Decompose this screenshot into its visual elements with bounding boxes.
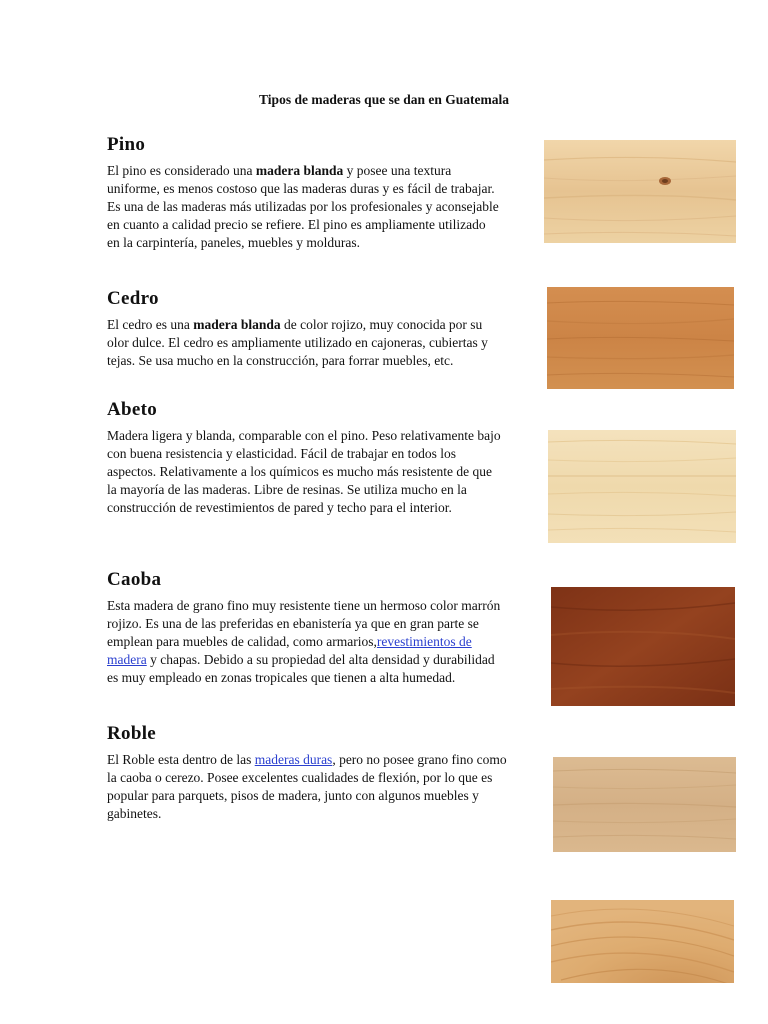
- section-body: [107, 162, 547, 252]
- body-line: en la carpintería, paneles, muebles y molduras.: [107, 235, 361, 250]
- text-run: El Roble esta dentro de las: [107, 752, 255, 767]
- body-line: es muy empleado en zonas tropicales que tienen a alta humedad.: [107, 670, 456, 685]
- body-line: [107, 316, 547, 334]
- text-run: , pero no posee grano fino como: [332, 752, 507, 767]
- body-line: [107, 751, 547, 769]
- body-line: la caoba o cerezo. Posee excelentes cualidades de flexión, por lo que es: [107, 770, 493, 785]
- maderas-duras-link[interactable]: maderas duras: [254, 752, 333, 767]
- body-line: Es una de las maderas más utilizadas por los profesionales y aconsejable: [107, 199, 499, 214]
- section-heading: Caoba: [107, 569, 162, 590]
- body-line: [107, 162, 547, 180]
- section-cedro: [107, 288, 547, 370]
- section-heading: Cedro: [107, 288, 159, 309]
- section-pino: [107, 134, 547, 252]
- body-line: [107, 633, 547, 651]
- text-run: emplean para muebles de calidad, como armarios,: [107, 634, 377, 649]
- body-line: Madera ligera y blanda, comparable con el pino. Peso relativamente bajo: [107, 428, 501, 443]
- caoba-wood-image: [551, 587, 735, 706]
- revestimientos-link-cont[interactable]: madera: [107, 652, 147, 667]
- text-run: El pino es considerado una: [107, 163, 256, 178]
- body-line: Esta madera de grano fino muy resistente tiene un hermoso color marrón: [107, 598, 501, 613]
- body-line: construcción de revestimientos de pared y techo para el interior.: [107, 500, 452, 515]
- section-body: [107, 751, 547, 823]
- text-run: El cedro es una: [107, 317, 194, 332]
- text-run: de color rojizo, muy conocida por su: [280, 317, 483, 332]
- abeto-wood-image: [548, 430, 736, 543]
- body-line: gabinetes.: [107, 806, 162, 821]
- section-heading: Pino: [107, 134, 146, 155]
- bold-term: madera blanda: [255, 163, 344, 178]
- text-run: y chapas. Debido a su propiedad del alta densidad y durabilidad: [146, 652, 495, 667]
- bold-term: madera blanda: [193, 317, 281, 332]
- section-caoba: [107, 569, 547, 687]
- body-line: popular para parquets, pisos de madera, junto con algunos muebles y: [107, 788, 479, 803]
- pino-wood-image: [544, 140, 736, 243]
- section-body: [107, 316, 547, 370]
- section-heading: Abeto: [107, 399, 158, 420]
- text-run: y posee una textura: [343, 163, 452, 178]
- section-body: [107, 597, 547, 687]
- body-line: uniforme, es menos costoso que las maderas duras y es fácil de trabajar.: [107, 181, 495, 196]
- body-line: en cuanto a calidad precio se refiere. El pino es ampliamente utilizado: [107, 217, 486, 232]
- section-abeto: [107, 399, 547, 517]
- body-line: [107, 651, 547, 669]
- section-body: [107, 427, 547, 517]
- revestimientos-link[interactable]: revestimientos de: [376, 634, 472, 649]
- body-line: rojizo. Es una de las preferidas en ebanistería ya que en gran parte se: [107, 616, 479, 631]
- document-title: Tipos de maderas que se dan en Guatemala: [259, 92, 509, 107]
- body-line: olor dulce. El cedro es ampliamente utilizado en cajoneras, cubiertas y: [107, 335, 488, 350]
- body-line: la mayoría de las maderas. Libre de resinas. Se utiliza mucho en la: [107, 482, 467, 497]
- section-roble: [107, 723, 547, 823]
- roble-wood-image: [553, 757, 736, 852]
- cedro-wood-image: [547, 287, 734, 389]
- wood-texture-image: [551, 900, 734, 983]
- body-line: con buena resistencia y elasticidad. Fácil de trabajar en todos los: [107, 446, 457, 461]
- body-line: aspectos. Relativamente a los químicos es mucho más resistente de que: [107, 464, 493, 479]
- section-heading: Roble: [107, 723, 156, 744]
- body-line: tejas. Se usa mucho en la construcción, para forrar muebles, etc.: [107, 353, 454, 368]
